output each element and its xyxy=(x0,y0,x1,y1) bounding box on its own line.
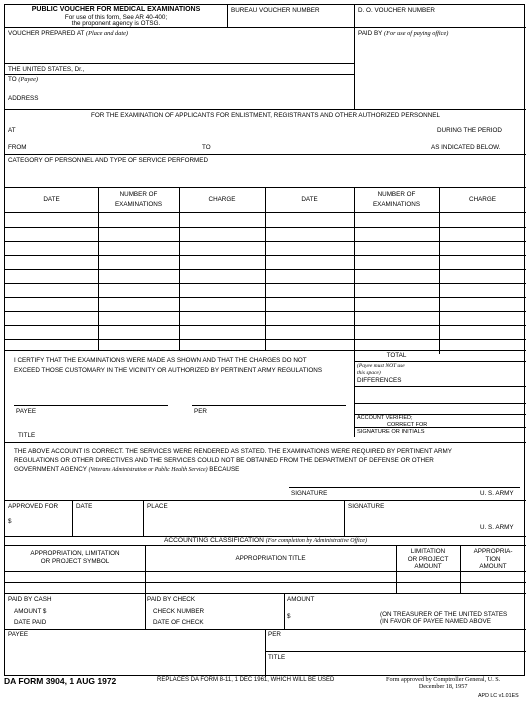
at-label: AT xyxy=(8,127,16,134)
address-label: ADDRESS xyxy=(8,95,39,102)
do-voucher-label: D. O. VOUCHER NUMBER xyxy=(358,7,435,14)
divider xyxy=(72,500,73,536)
approval-signature-label: SIGNATURE xyxy=(348,503,385,510)
form-subtitle: For use of this form, See AR 40-400; xyxy=(64,14,168,21)
payee-signature-line xyxy=(14,405,168,406)
col-examinations: NUMBER OF EXAMINATIONS xyxy=(114,191,163,208)
payee-note: (Payee must NOT use this space) xyxy=(357,363,405,376)
col-limitation-amount: LIMITATION OR PROJECT AMOUNT xyxy=(407,548,449,571)
divider xyxy=(5,74,354,75)
divider xyxy=(5,545,526,546)
paid-by-cash-label: PAID BY CASH xyxy=(8,596,52,603)
table-header-line xyxy=(5,571,526,572)
payee-label: PAYEE xyxy=(16,408,37,415)
signature-initials-label: SIGNATURE OR INITIALS xyxy=(357,429,425,435)
total-label: TOTAL xyxy=(386,352,407,359)
certify-text: EXCEED THOSE CUSTOMARY IN THE VICINITY OR AUTHORIZED BY PERTINENT ARMY REGULATIONS xyxy=(14,367,323,374)
title-label: TITLE xyxy=(268,654,286,661)
col-appropriation-title: APPROPRIATION TITLE xyxy=(235,555,306,562)
divider xyxy=(265,629,266,677)
table-row xyxy=(5,255,526,256)
approval-note: Form approved by Comptroller General, U. S. December 18, 1957 xyxy=(386,676,501,690)
replaces-note: REPLACES DA FORM 8-11, 1 DEC 1961, WHICH WILL BE USED xyxy=(157,677,335,683)
voucher-prepared-label: VOUCHER PREPARED AT (Place and date) xyxy=(8,30,128,37)
treasurer-text: (IN FAVOR OF PAYEE NAMED ABOVE xyxy=(380,618,491,625)
table-header-line xyxy=(5,212,526,213)
table-row xyxy=(5,227,526,228)
paid-by-check-label: PAID BY CHECK xyxy=(147,596,196,603)
col-appropriation-amount: APPROPRIA- TION AMOUNT xyxy=(473,548,513,571)
divider xyxy=(354,361,526,362)
signature-label: SIGNATURE xyxy=(291,490,328,497)
divider xyxy=(284,593,285,629)
approval-place-label: PLACE xyxy=(147,503,168,510)
divider xyxy=(354,403,526,404)
divider xyxy=(145,593,146,629)
col-charge: CHARGE xyxy=(469,196,496,203)
divider xyxy=(5,63,354,64)
per-label: PER xyxy=(194,408,207,415)
divider xyxy=(265,651,526,652)
form-id: DA FORM 3904, 1 AUG 1972 xyxy=(4,676,117,686)
statement-text: GOVERNMENT AGENCY (Veterans Administration or Public Health Service) BECAUSE xyxy=(14,466,240,473)
category-label: CATEGORY OF PERSONNEL AND TYPE OF SERVICE PERFORMED xyxy=(8,157,209,164)
us-army-label: U. S. ARMY xyxy=(480,490,514,497)
form-subtitle: the proponent agency is OTSG. xyxy=(71,20,161,27)
date-paid-label: DATE PAID xyxy=(14,619,47,626)
divider xyxy=(5,500,526,501)
statement-text: THE ABOVE ACCOUNT IS CORRECT. THE SERVICES WERE RENDERED AS STATED. THE EXAMINATIONS WERE REQUIRED BY PERTINENT ARMY xyxy=(14,448,452,455)
col-date: DATE xyxy=(43,196,60,203)
differences-label: DIFFERENCES xyxy=(357,377,402,384)
table-row xyxy=(5,283,526,284)
approved-for-label: APPROVED FOR xyxy=(8,503,59,510)
check-number-label: CHECK NUMBER xyxy=(153,608,205,615)
col-appropriation-symbol: APPROPRIATION, LIMITATION OR PROJECT SYMBOL xyxy=(30,550,120,565)
during-period-label: DURING THE PERIOD xyxy=(437,127,502,134)
divider xyxy=(5,593,526,594)
approval-date-label: DATE xyxy=(76,503,93,510)
certifier-signature-line xyxy=(289,487,520,488)
statement-text: REGULATIONS OR OTHER DIRECTIVES AND THE SERVICES COULD NOT BE OBTAINED FROM THE DEPARTMENT OF DEFENSE OR OTHER xyxy=(14,457,434,464)
bureau-voucher-label: BUREAU VOUCHER NUMBER xyxy=(231,7,320,14)
divider xyxy=(354,386,526,387)
check-amount-sign: $ xyxy=(287,613,291,620)
table-row xyxy=(5,350,526,351)
title-label: TITLE xyxy=(18,432,36,439)
table-row xyxy=(5,339,526,340)
to-label: TO xyxy=(202,144,211,151)
divider xyxy=(5,109,526,110)
table-row xyxy=(5,582,526,583)
exam-heading: FOR THE EXAMINATION OF APPLICANTS FOR ENLISTMENT, REGISTRANTS AND OTHER AUTHORIZED PERSONNEL xyxy=(91,112,440,119)
from-label: FROM xyxy=(8,144,27,151)
table-row xyxy=(5,325,526,326)
divider xyxy=(354,5,355,109)
approval-us-army-label: U. S. ARMY xyxy=(480,524,514,531)
treasurer-text: (ON TREASURER OF THE UNITED STATES xyxy=(380,611,508,618)
table-row xyxy=(5,311,526,312)
accounting-heading: ACCOUNTING CLASSIFICATION (For completion by Administrative Office) xyxy=(164,537,367,544)
form-code: APD LC v1.01ES xyxy=(478,693,519,699)
divider xyxy=(5,154,526,155)
divider xyxy=(354,427,526,428)
col-date: DATE xyxy=(301,196,318,203)
table-row xyxy=(5,297,526,298)
united-states-label: THE UNITED STATES, Dr., xyxy=(8,66,85,73)
certify-text: I CERTIFY THAT THE EXAMINATIONS WERE MADE AS SHOWN AND THAT THE CHARGES DO NOT xyxy=(14,357,307,364)
payee-label: PAYEE xyxy=(8,631,29,638)
divider xyxy=(344,500,345,536)
to-payee-label: TO (Payee) xyxy=(8,76,38,83)
account-verified-label: ACCOUNT VERIFIED; CORRECT FOR xyxy=(357,415,428,428)
col-charge: CHARGE xyxy=(208,196,236,203)
col-examinations: NUMBER OF EXAMINATIONS xyxy=(372,191,421,208)
divider xyxy=(354,187,355,437)
table-row xyxy=(5,269,526,270)
divider xyxy=(227,5,228,27)
cash-amount-label: AMOUNT $ xyxy=(14,608,47,615)
divider xyxy=(143,500,144,536)
as-indicated-label: AS INDICATED BELOW. xyxy=(431,144,501,151)
per-signature-line xyxy=(192,405,346,406)
form-title: PUBLIC VOUCHER FOR MEDICAL EXAMINATIONS xyxy=(31,6,201,13)
table-row xyxy=(5,241,526,242)
check-amount-label: AMOUNT xyxy=(287,596,315,603)
divider xyxy=(145,545,146,593)
divider xyxy=(5,442,526,443)
voucher-form xyxy=(4,4,525,676)
approved-amount-sign: $ xyxy=(8,518,12,525)
date-of-check-label: DATE OF CHECK xyxy=(153,619,204,626)
paid-by-label: PAID BY (For use of paying office) xyxy=(358,30,449,37)
per-label: PER xyxy=(268,631,281,638)
